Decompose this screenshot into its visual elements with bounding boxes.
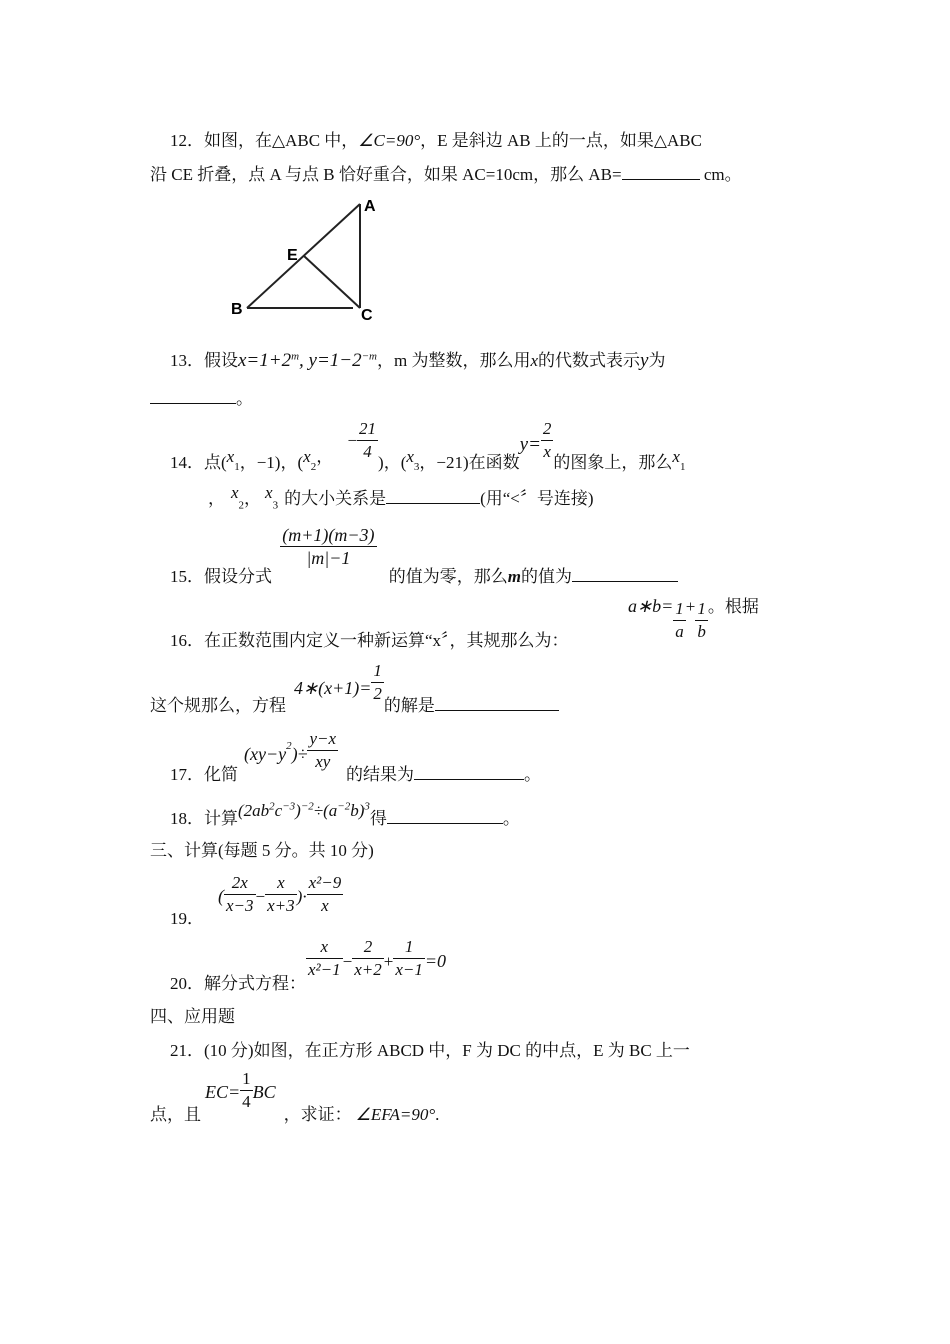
q16-eq-num: 1 [371,660,384,683]
q17-den: xy [315,752,331,771]
q14-answer-blank[interactable] [386,502,480,504]
q13-prefix: 13．假设 [170,351,238,370]
q16-d2: b [697,622,706,641]
q21-end: . [435,1105,440,1124]
q13-line1 [170,346,665,372]
q16-eq-den: 2 [373,684,382,703]
q14-line2-x2: x [231,483,239,502]
q16-n2: 1 [695,598,708,621]
q14-sub3: 3 [413,461,420,474]
q15-prefix: 15．假设分式 [170,567,272,586]
q14-line1 [170,418,686,474]
q13-middle2: 的代数式表示 [538,351,641,370]
q19-n2: x [265,872,297,895]
label-e: E [287,247,298,264]
q18-expr: (2ab [238,801,270,820]
q16-line2 [150,660,559,715]
q15-fraction [280,524,376,569]
q20-d1: x²−1 [308,960,341,979]
q14-p4: 的图象上，那么 [553,453,673,472]
q18-prefix: 18．计算 [170,809,238,828]
q15-middle: 的值为零，那么 [388,567,508,586]
q13-suffix: 为 [648,351,666,370]
q18-e3: −2 [300,800,314,813]
q20-frac3 [393,936,425,981]
q13-var-y: y [640,350,649,371]
q14-line2-end: (用“<〞号连接) [480,489,594,508]
q21-angle: ∠EFA=90° [355,1105,436,1124]
q12-triangle-figure [225,192,395,328]
q16-rule [628,598,759,643]
q21-num: 1 [240,1068,253,1091]
q21-rhs: BC [252,1082,276,1102]
q18-e5: 3 [364,800,370,813]
q14-line2-comma2: ， [244,489,262,508]
q20-label: 20．解分式方程： [170,974,306,993]
q14-p1: ，−1)，( [239,453,304,472]
q20-frac1 [306,936,343,981]
q21-lhs: EC= [205,1082,241,1102]
q14-line2-x3: x [265,483,273,502]
q21-den: 4 [242,1092,251,1111]
q15-var-m: m [507,567,522,586]
q20-eq: =0 [424,951,447,971]
q14-line2-tail: 的大小关系是 [284,489,387,508]
q16-eq-lhs: 4∗(x+1)= [294,678,372,698]
q14-line2-comma: ， [208,489,225,508]
q15-suffix: 的值为 [521,567,573,586]
q20-d3: x−1 [395,960,423,979]
q13-var-x: x [530,351,539,370]
q19-frac3 [307,872,344,917]
q18-e2: −3 [282,800,296,813]
q18-line [170,796,520,828]
q14-comma: ， [316,447,334,466]
q18-close: ) [295,801,301,820]
q17-expr: (xy−y [244,744,287,764]
q14-frac-den: 4 [363,442,372,461]
q14-func-num: 2 [541,418,554,441]
q12-text-a: 12．如图，在△ABC 中， [170,131,359,150]
q16-n1: 1 [673,598,686,621]
q12-text-c: 沿 CE 折叠，点 A 与点 B 恰好重合，如果 AC=10cm，那么 AB= [150,165,622,184]
q14-x3: x [406,447,414,466]
q14-x1: x [226,447,235,466]
q13-exp-m: m [291,350,300,363]
q15-line [170,524,678,586]
q17-prefix: 17．化简 [170,765,238,784]
q14-x2: x [303,447,311,466]
q19-d2: x+3 [267,896,295,915]
q17-fraction [307,728,338,773]
q20-d2: x+2 [354,960,382,979]
q19-frac1 [224,872,256,917]
q18-e4: −2 [337,800,351,813]
q14-p2: )，( [378,453,407,472]
label-b: B [231,301,243,318]
label-c: C [361,307,373,324]
q16-plus: + [685,597,696,617]
q17-num: y−x [307,728,338,751]
q19-open: ( [218,886,224,906]
q14-p3: ，−21)在函数 [419,453,520,472]
q19-frac2 [265,872,297,917]
q14-x1-again: x [672,447,680,466]
section-4-heading: 四、应用题 [150,1007,235,1026]
q18-c: c [274,801,283,820]
q20-plus: + [383,952,394,971]
q14-frac-num: 21 [357,418,378,441]
q17-end: 。 [524,765,542,784]
q19-d3: x [321,896,329,915]
q13-expr-y: , y=1−2 [299,350,362,371]
q14-line2 [208,484,594,511]
q20-n3: 1 [393,936,425,959]
q13-exp-neg-m: −m [361,350,377,363]
q17-suffix: 的结果为 [346,765,415,784]
q16-suffix: 。根据 [707,597,759,617]
q17-line [170,728,542,784]
q20-frac2 [352,936,384,981]
q13-expr-x: x=1+2 [238,350,292,371]
label-a: A [364,198,376,215]
q14-sub1-again: 1 [679,461,686,474]
q19-minus: − [255,887,266,906]
q16-frac2 [695,598,708,643]
q18-suffix: 得 [369,809,387,828]
q16-prefix: 16．在正数范围内定义一种新运算“x〞，其规那么为： [170,631,569,650]
q14-func-frac [541,418,554,463]
q12-line1 [170,126,702,151]
q14-fraction [357,418,378,463]
q17-answer-blank[interactable] [414,778,524,780]
q13-end: 。 [236,389,253,408]
q16-answer-blank[interactable] [435,709,559,711]
q14-line2-sub3: 3 [272,499,279,512]
q18-b: b) [350,801,365,820]
q21-line1: 21．(10 分)如图，在正方形 ABCD 中，F 为 DC 的中点，E 为 BC 上一 [170,1041,690,1060]
q20-n2: 2 [352,936,384,959]
q21-mid: ，求证： [283,1105,352,1124]
q12-line2 [150,160,742,185]
q16-frac1 [673,598,686,643]
q15-answer-blank[interactable] [572,580,678,582]
q16-line2-suffix: 的解是 [383,696,435,715]
q12-text-d: cm。 [699,165,742,184]
q16-eq-frac [371,660,384,705]
q17-exp2: 2 [286,740,292,753]
q21-fraction [240,1068,253,1113]
q19-n1: 2x [224,872,256,895]
q14-func-y: y= [519,434,541,455]
q12-text-b: ，E 是斜边 AB 上的一点，如果△ABC [420,131,702,150]
q14-sub1: 1 [234,461,240,474]
q13-middle: ，m 为整数，那么用 [376,351,531,370]
q21-line2 [150,1068,440,1124]
q13-line2 [150,384,253,409]
q12-answer-blank[interactable] [622,178,700,180]
q14-line2-sub2: 2 [238,499,245,512]
q19-n3: x²−9 [307,872,344,895]
q18-div: ÷(a [313,801,338,820]
q13-answer-blank[interactable] [150,402,236,404]
q19-line [170,872,343,928]
q20-minus: − [342,952,353,971]
fold-line-ce [304,256,360,308]
q18-e1: 2 [269,800,275,813]
q14-frac-group [347,418,378,463]
q14-func-den: x [543,442,551,461]
q14-prefix: 14．点( [170,453,227,472]
q16-rule-lhs: a∗b= [628,596,674,617]
q14-sub2: 2 [310,461,317,474]
q15-den: |m|−1 [306,548,351,568]
q15-num: (m+1)(m−3) [282,525,375,545]
q20-n1: x [306,936,343,959]
q19-close: )· [296,887,307,906]
q19-label: 19． [170,909,204,928]
section-3-heading: 三、计算(每题 5 分。共 10 分) [150,841,374,860]
q17-expr2: )÷ [291,744,308,764]
q18-answer-blank[interactable] [387,822,503,824]
q16-line2-prefix: 这个规那么，方程 [150,696,286,715]
q20-line [170,936,447,993]
q19-d1: x−3 [226,896,254,915]
q21-prefix: 点，且 [150,1105,201,1124]
q14-frac-sign: − [347,430,358,450]
q12-angle: ∠C=90° [358,131,421,150]
q16-d1: a [675,622,684,641]
q18-end: 。 [502,809,520,828]
